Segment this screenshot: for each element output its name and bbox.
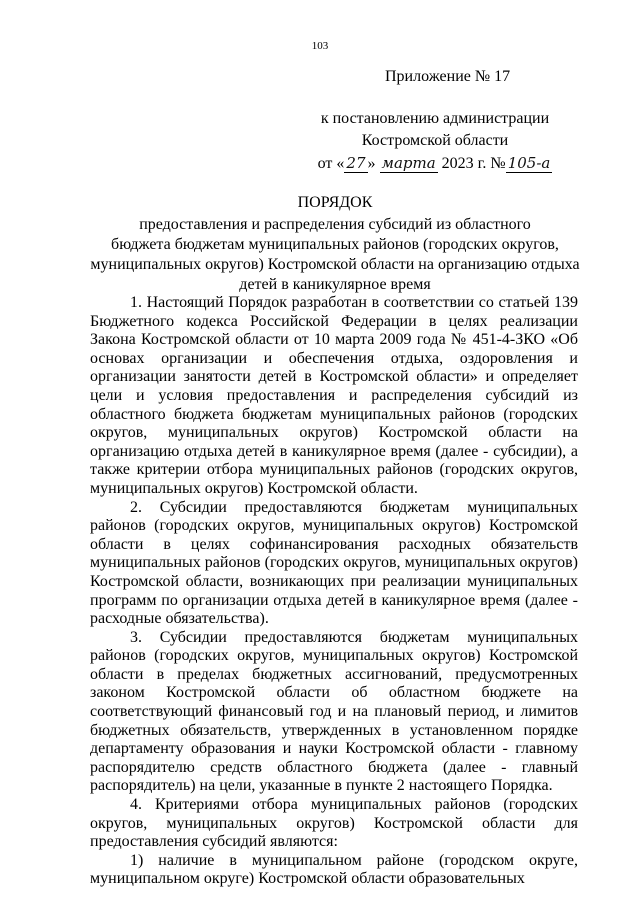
paragraph-1: 1. Настоящий Порядок разработан в соответствии со статьей 139 Бюджетного кодекса Российской Федерации в целях реализации Закона Костромской области от 10 марта 2009 года № 451-4-ЗКО «Об основах организации и обеспечения отдыха, оздоровления и организации занятости детей в Костромской области» и определяет цели и условия предоставления и распределения субсидий из областного бюджета бюджетам муниципальных районов (городских округов, муниципальных округов) Костромской области на организацию отдыха детей в каникулярное время (далее - субсидии), а также критерии отбора муниципальных районов (городских округов, муниципальных округов) Костромской области. bbox=[90, 294, 578, 497]
year-text: 2023 г. № bbox=[441, 155, 506, 172]
appendix-label: Приложение № 17 bbox=[385, 68, 511, 85]
title-line-4: детей в каникулярное время bbox=[239, 276, 431, 293]
date-prefix: от « bbox=[317, 155, 345, 172]
handwritten-day: 27 bbox=[346, 154, 366, 172]
title-line-2: бюджета бюджетам муниципальных районов (городских округов, bbox=[111, 236, 559, 253]
resolution-line-1: к постановлению администрации bbox=[320, 110, 550, 127]
handwritten-month: марта bbox=[381, 154, 436, 172]
paragraph-2: 2. Субсидии предоставляются бюджетам муниципальных районов (городских округов, муниципальных округов) Костромской области в целях софинансирования расходных обязательств муниципальных районов (городских округов, муниципальных округов) Костромской области, возникающих при реализации муниципальных программ по организации отдыха детей в каникулярное время (далее - расходные обязательства). bbox=[90, 498, 578, 628]
paragraph-4: 4. Критериями отбора муниципальных районов (городских округов, муниципальных округов) Костромской области для предоставления субсидий являются: bbox=[90, 796, 578, 851]
handwritten-number: 105-а bbox=[507, 154, 551, 172]
title-line-1: предоставления и распределения субсидий из областного bbox=[139, 216, 531, 233]
resolution-date-line bbox=[290, 152, 580, 175]
resolution-reference bbox=[290, 108, 580, 175]
title-line-3: муниципальных округов) Костромской области на организацию отдыха bbox=[90, 256, 580, 273]
document-title bbox=[90, 193, 580, 295]
resolution-line-2: Костромской области bbox=[361, 132, 509, 149]
title-heading: ПОРЯДОК bbox=[297, 194, 373, 211]
document-body bbox=[90, 294, 578, 889]
page-number: 103 bbox=[311, 40, 329, 52]
paragraph-3: 3. Субсидии предоставляются бюджетам муниципальных районов (городских округов, муниципальных округов) Костромской области в пределах бюджетных ассигнований, предусмотренных законом Костромской области об областном бюджете на соответствующий финансовый год и на плановый период, и лимитов бюджетных обязательств, утвержденных в установленном порядке департаменту образования и науки Костромской области - главному распорядителю средств областного бюджета (далее - главный распорядитель) на цели, указанные в пункте 2 настоящего Порядка. bbox=[90, 628, 578, 795]
date-mid: » bbox=[367, 155, 376, 172]
paragraph-5: 1) наличие в муниципальном районе (городском округе, муниципальном округе) Костромской области образовательных bbox=[90, 851, 578, 888]
